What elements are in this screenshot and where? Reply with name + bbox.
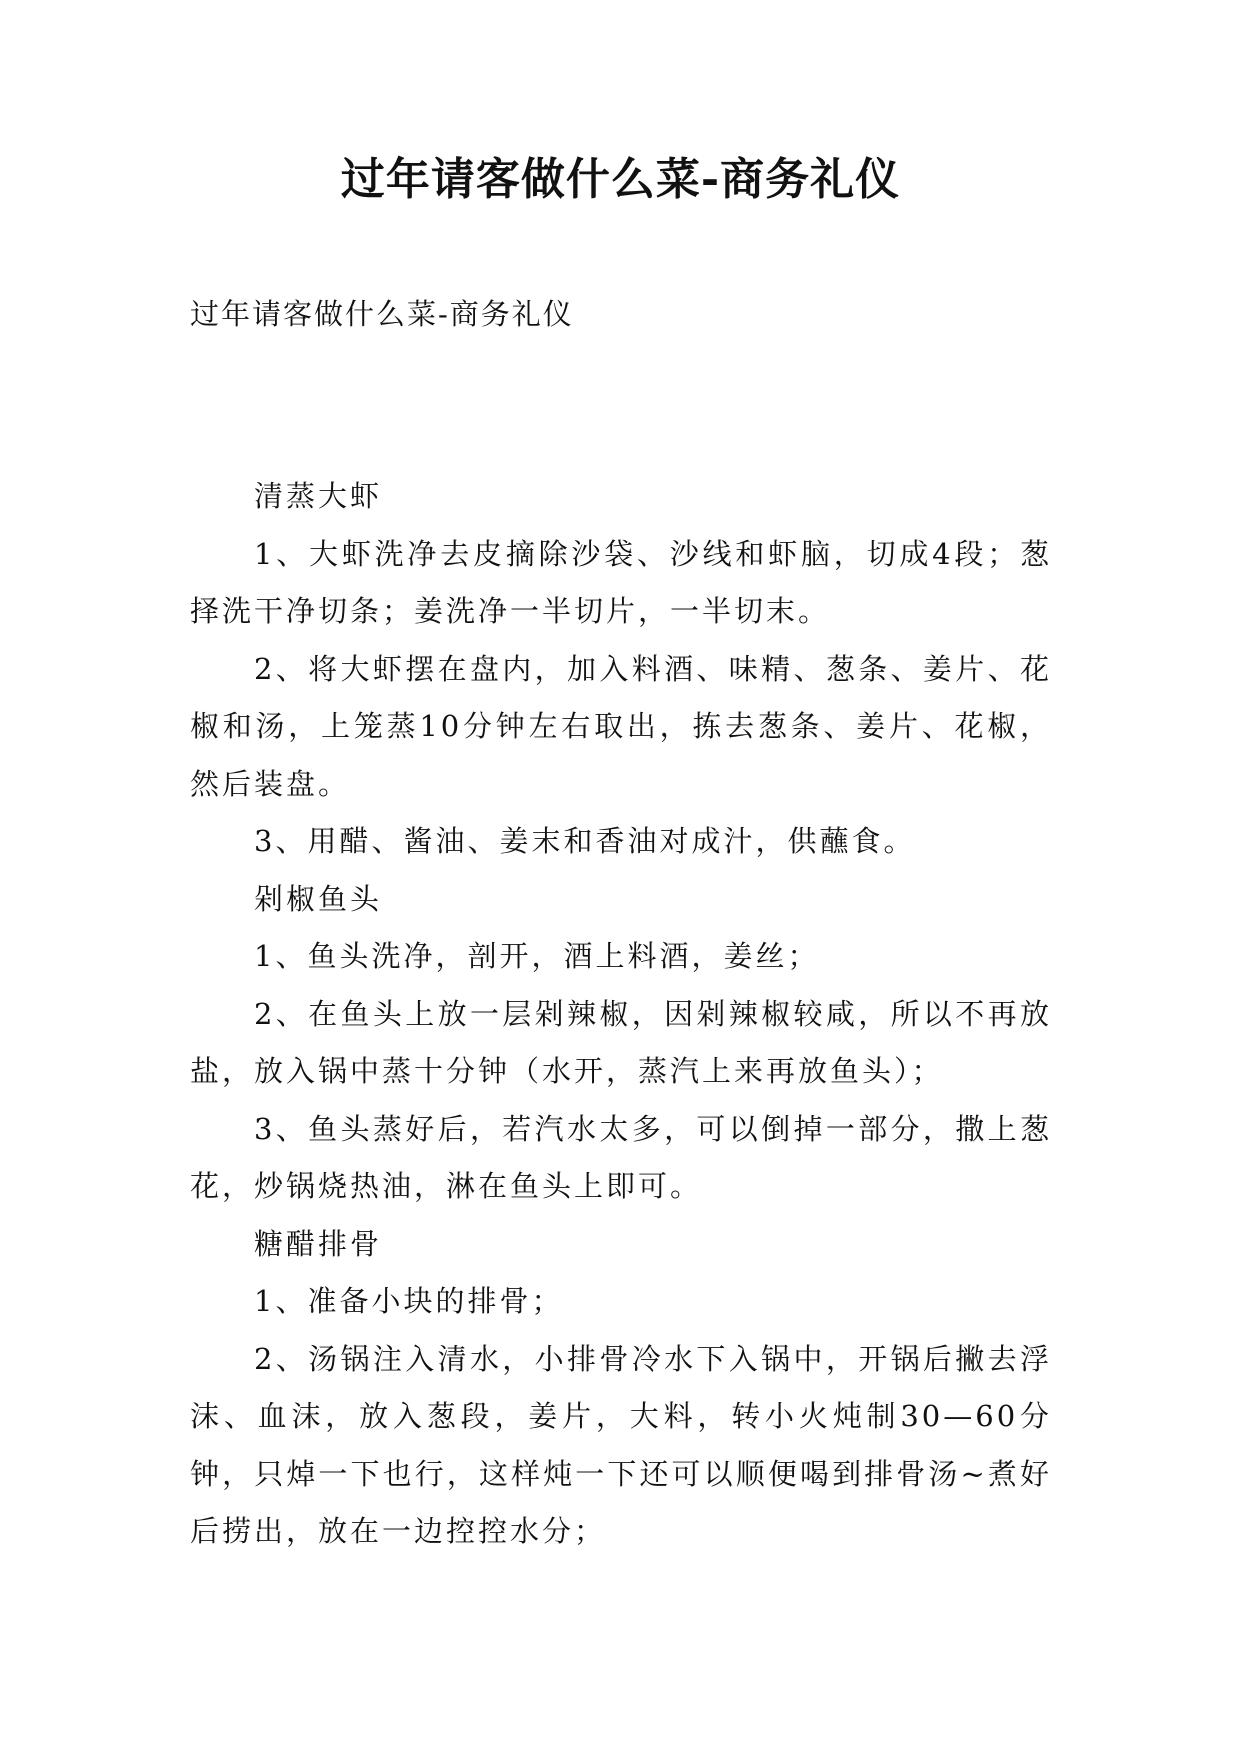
paragraph: 3、鱼头蒸好后，若汽水太多，可以倒掉一部分，撒上葱花，炒锅烧热油，淋在鱼头上即可。 bbox=[190, 1111, 1052, 1203]
paragraph: 1、大虾洗净去皮摘除沙袋、沙线和虾脑，切成4段；葱择洗干净切条；姜洗净一半切片，一半切末。 bbox=[190, 536, 1052, 628]
section-heading-sweet-sour-ribs: 糖醋排骨 bbox=[254, 1226, 383, 1261]
paragraph: 1、鱼头洗净，剖开，酒上料酒，姜丝； bbox=[254, 939, 820, 973]
paragraph: 2、在鱼头上放一层剁辣椒，因剁辣椒较咸，所以不再放盐，放入锅中蒸十分钟（水开，蒸汽上来再放鱼头）； bbox=[190, 996, 1052, 1088]
document-title: 过年请客做什么菜-商务礼仪 bbox=[340, 154, 901, 205]
paragraph: 3、用醋、酱油、姜末和香油对成汁，供蘸食。 bbox=[254, 824, 916, 858]
section-heading-chili-fish-head: 剁椒鱼头 bbox=[254, 881, 383, 916]
document-body bbox=[190, 468, 1052, 1561]
paragraph: 2、汤锅注入清水，小排骨冷水下入锅中，开锅后撇去浮沫、血沫，放入葱段，姜片，大料，转小火炖制30—60分钟，只焯一下也行，这样炖一下还可以顺便喝到排骨汤~煮好后捞出，放在一边控控水分； bbox=[190, 1341, 1052, 1548]
document-subtitle: 过年请客做什么菜-商务礼仪 bbox=[190, 297, 574, 331]
paragraph: 1、准备小块的排骨； bbox=[254, 1284, 564, 1318]
paragraph: 2、将大虾摆在盘内，加入料酒、味精、葱条、姜片、花椒和汤，上笼蒸10分钟左右取出，拣去葱条、姜片、花椒，然后装盘。 bbox=[190, 651, 1052, 801]
section-heading-steamed-prawns: 清蒸大虾 bbox=[254, 479, 383, 513]
